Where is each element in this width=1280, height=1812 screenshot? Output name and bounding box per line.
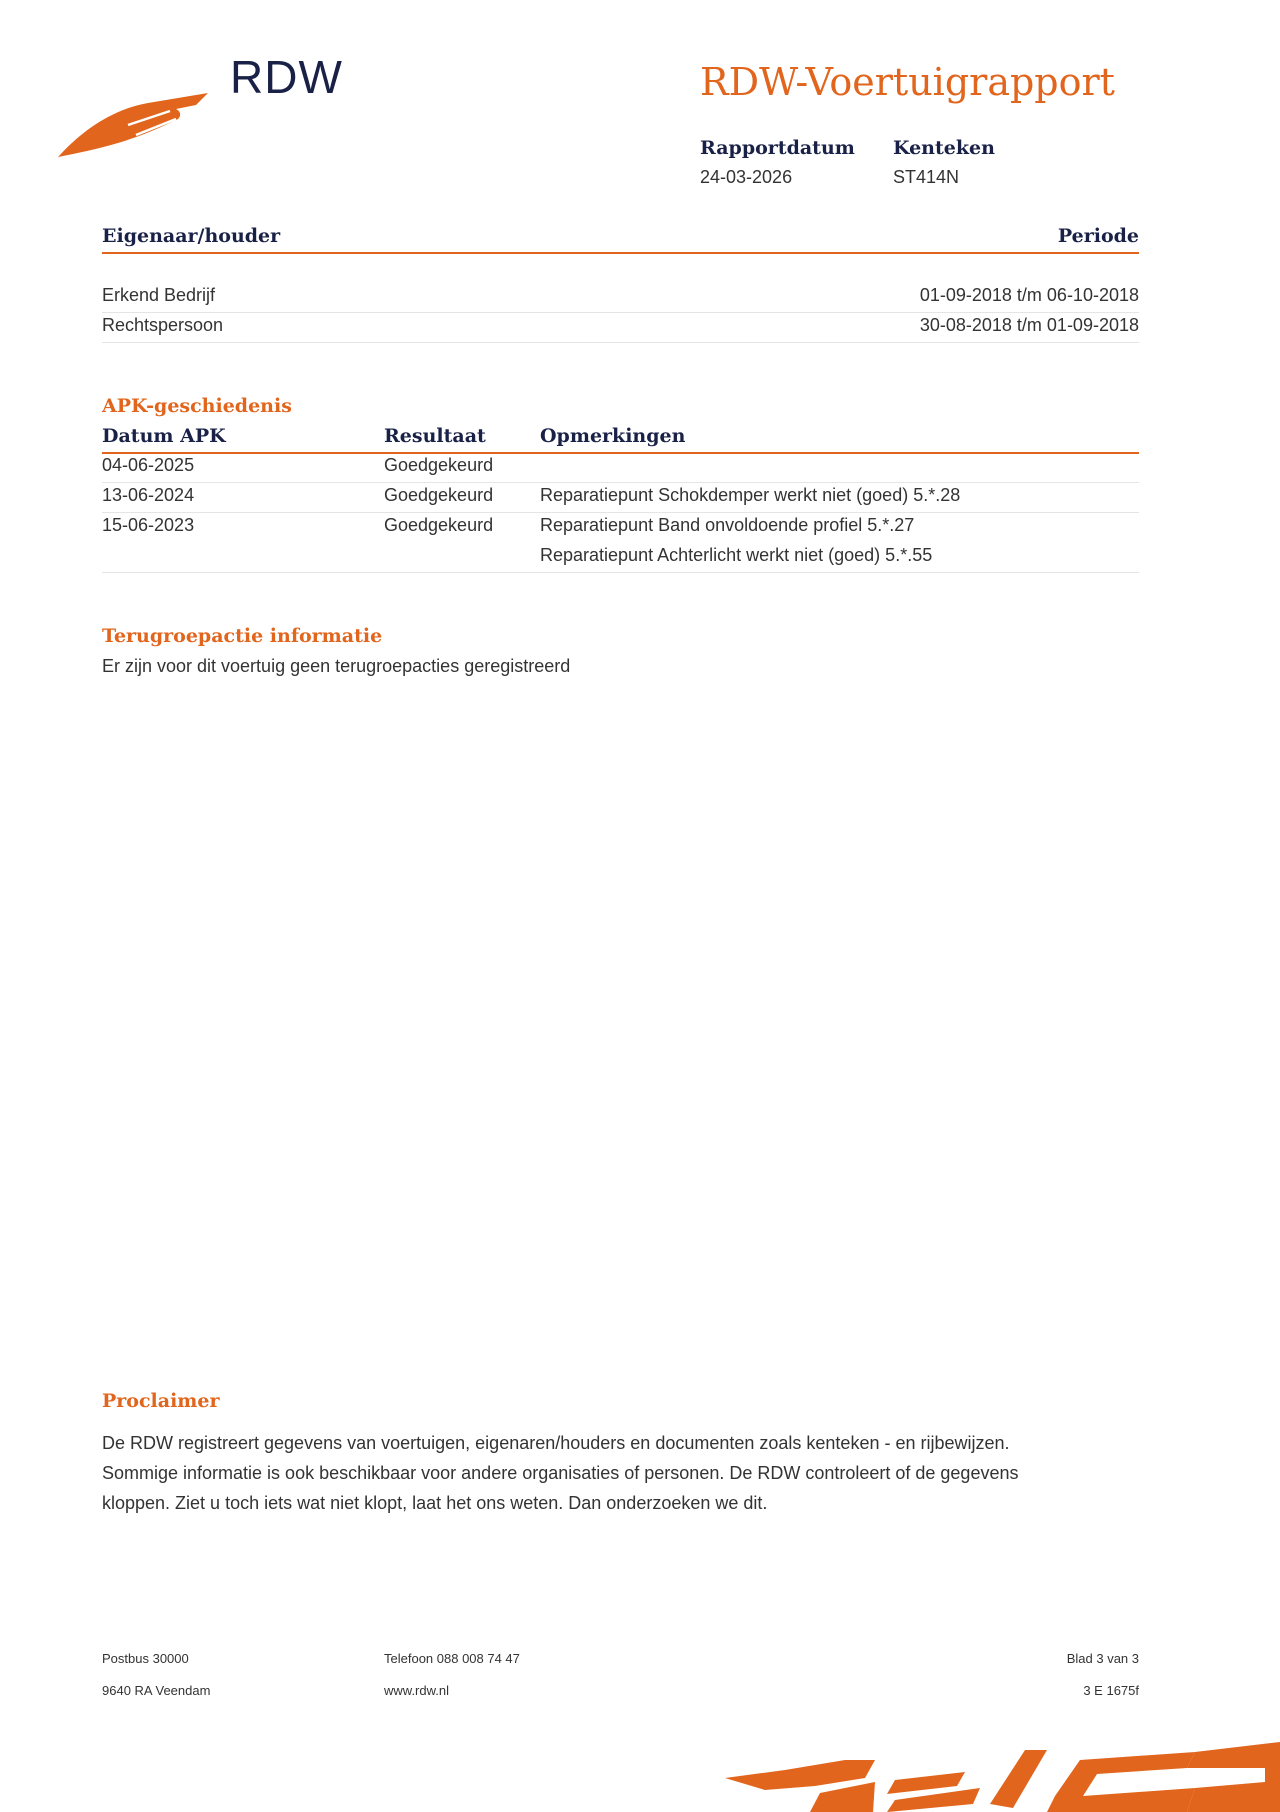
table-header-rule bbox=[102, 452, 1139, 454]
row-divider bbox=[102, 342, 1139, 343]
report-date-label: Rapportdatum bbox=[700, 137, 855, 159]
plate-value: ST414N bbox=[893, 167, 960, 187]
proclaimer-text bbox=[102, 1428, 1142, 1518]
period-cell: 01-09-2018 t/m 06-10-2018 bbox=[919, 285, 1139, 305]
table-header-rule bbox=[102, 252, 1139, 254]
footer-page-number: Blad 3 van 3 bbox=[1066, 1651, 1139, 1666]
logo-wordmark: RDW bbox=[230, 51, 343, 103]
apk-result-cell: Goedgekeurd bbox=[384, 455, 494, 475]
recall-text: Er zijn voor dit voertuig geen terugroepacties geregistreerd bbox=[102, 656, 571, 676]
apk-remarks-header: Opmerkingen bbox=[540, 425, 686, 447]
owner-cell: Erkend Bedrijf bbox=[102, 285, 216, 305]
period-column-header: Periode bbox=[1057, 225, 1139, 247]
apk-date-cell: 13-06-2024 bbox=[102, 485, 195, 505]
apk-remark-cell: Reparatiepunt Achterlicht werkt niet (goed) 5.*.55 bbox=[540, 545, 933, 565]
row-divider bbox=[102, 312, 1139, 313]
row-divider bbox=[102, 512, 1139, 513]
apk-date-cell: 04-06-2025 bbox=[102, 455, 195, 475]
period-cell: 30-08-2018 t/m 01-09-2018 bbox=[919, 315, 1139, 335]
owner-column-header: Eigenaar/houder bbox=[102, 225, 281, 247]
footer-phone: Telefoon 088 008 74 47 bbox=[384, 1651, 520, 1666]
page-title: RDW-Voertuigrapport bbox=[700, 60, 1115, 104]
apk-section-title: APK-geschiedenis bbox=[102, 395, 292, 417]
footer-code: 3 E 1675f bbox=[1083, 1683, 1139, 1698]
footer-decoration-graphic bbox=[725, 1738, 1280, 1812]
apk-remark-cell: Reparatiepunt Schokdemper werkt niet (goed) 5.*.28 bbox=[540, 485, 961, 505]
report-date-value: 24-03-2026 bbox=[700, 167, 793, 187]
proclaimer-line: De RDW registreert gegevens van voertuigen, eigenaren/houders en documenten zoals kenteken - en rijbewijzen. bbox=[102, 1433, 1010, 1453]
footer-address-1: Postbus 30000 bbox=[102, 1651, 189, 1666]
row-divider bbox=[102, 572, 1139, 573]
row-divider bbox=[102, 482, 1139, 483]
proclaimer-line: kloppen. Ziet u toch iets wat niet klopt, laat het ons weten. Dan onderzoeken we dit. bbox=[102, 1493, 768, 1513]
recall-section-title: Terugroepactie informatie bbox=[102, 625, 383, 647]
apk-result-cell: Goedgekeurd bbox=[384, 515, 494, 535]
apk-date-cell: 15-06-2023 bbox=[102, 515, 195, 535]
proclaimer-line: Sommige informatie is ook beschikbaar voor andere organisaties of personen. De RDW controleert of de gegevens bbox=[102, 1463, 1019, 1483]
rdw-logo-icon bbox=[58, 85, 208, 160]
apk-result-cell: Goedgekeurd bbox=[384, 485, 494, 505]
apk-remark-cell: Reparatiepunt Band onvoldoende profiel 5.*.27 bbox=[540, 515, 915, 535]
apk-date-header: Datum APK bbox=[102, 425, 226, 447]
plate-label: Kenteken bbox=[893, 137, 995, 159]
footer-address-2: 9640 RA Veendam bbox=[102, 1683, 211, 1698]
proclaimer-title: Proclaimer bbox=[102, 1390, 220, 1412]
owner-cell: Rechtspersoon bbox=[102, 315, 224, 335]
apk-result-header: Resultaat bbox=[384, 425, 486, 447]
footer-website: www.rdw.nl bbox=[384, 1683, 450, 1698]
